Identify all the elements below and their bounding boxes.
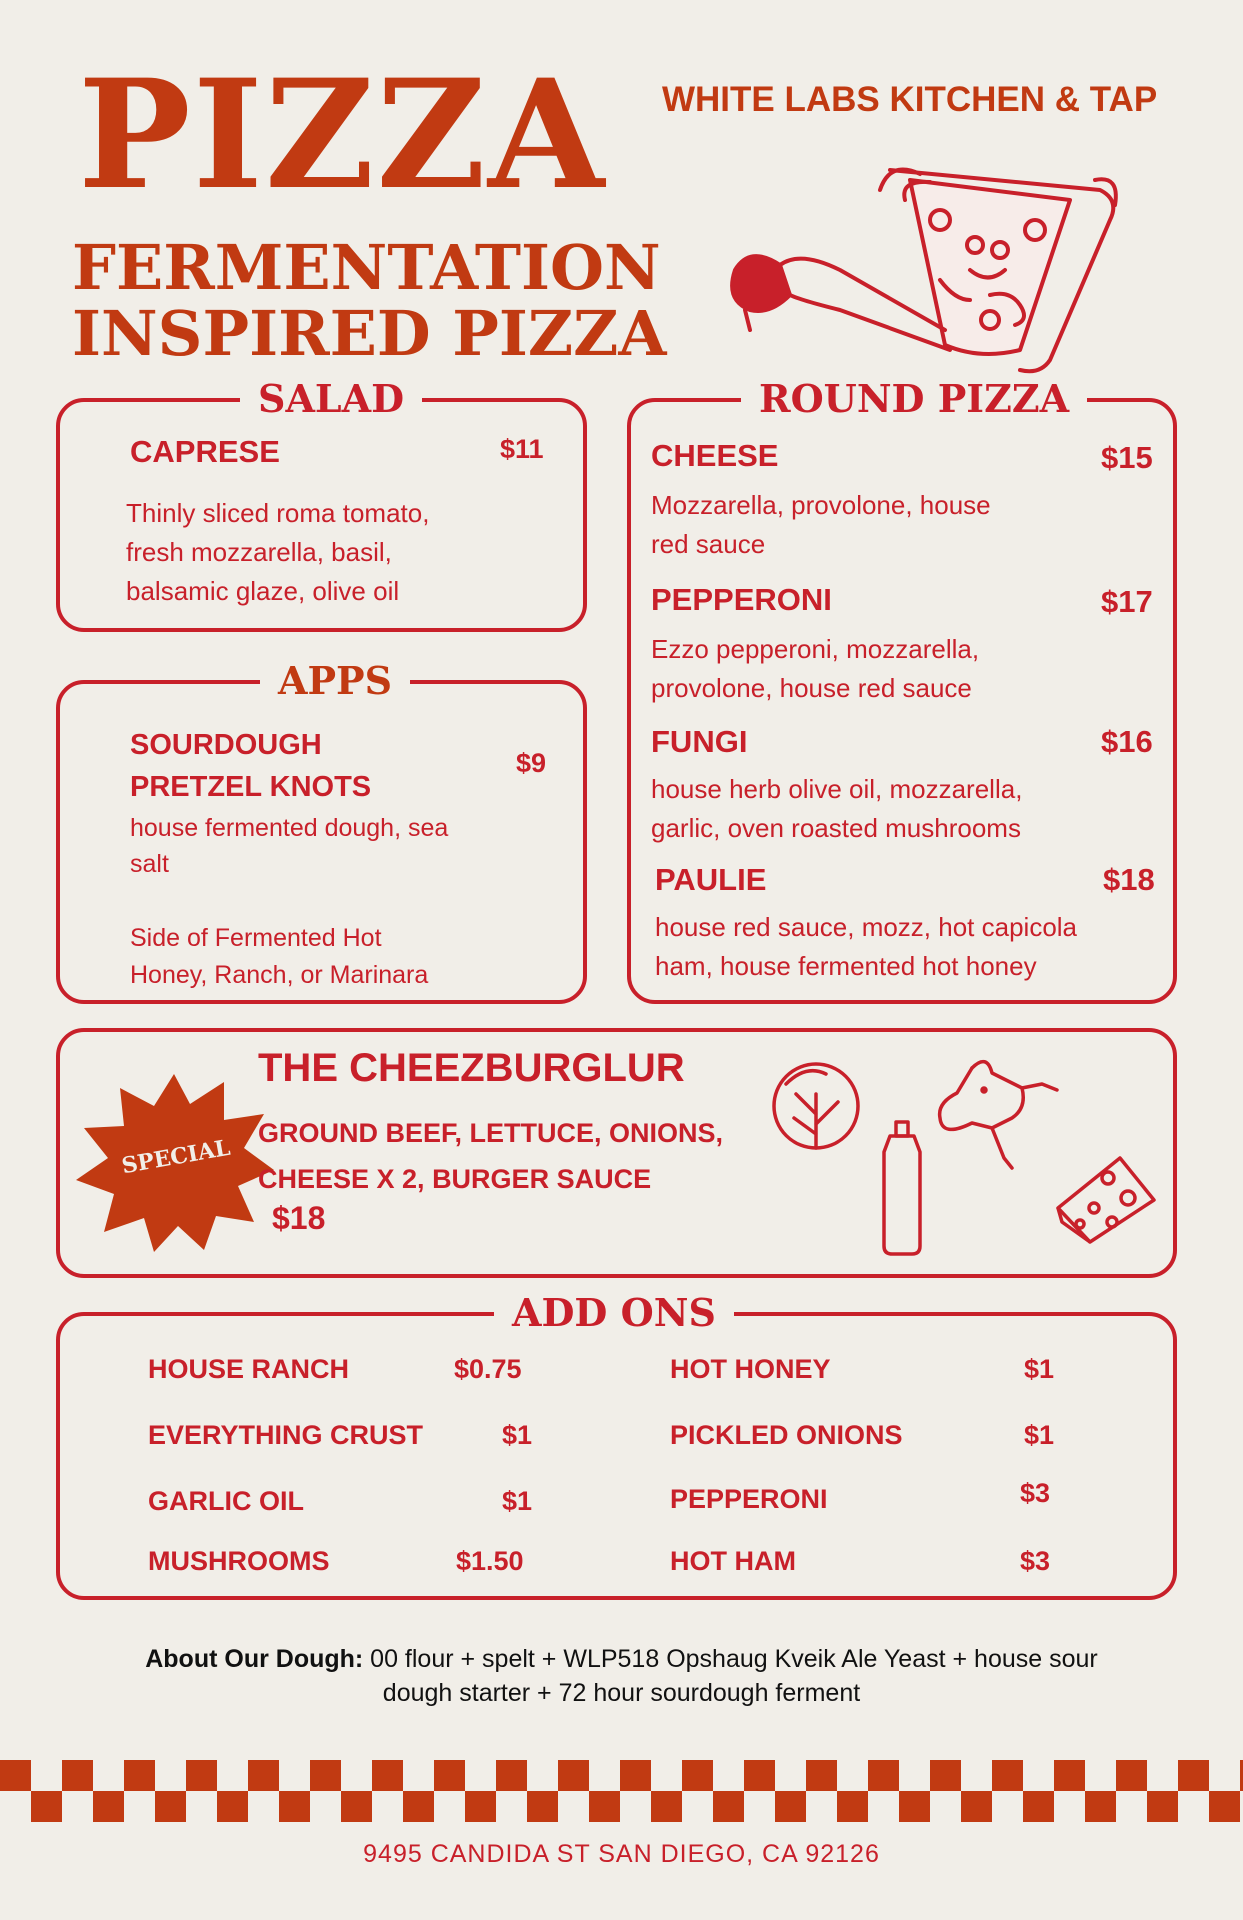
addon-price: $1: [502, 1420, 533, 1450]
checker-square: [372, 1760, 403, 1791]
checker-square: [465, 1791, 496, 1822]
checker-square: [1054, 1760, 1085, 1791]
apps-section: [56, 658, 587, 1004]
addon-price: $3: [1020, 1546, 1051, 1576]
checker-square: [868, 1760, 899, 1791]
lettuce-icon: [766, 1054, 866, 1154]
pretzel-price: $9: [516, 748, 547, 778]
pretzel-desc: [130, 810, 448, 882]
checker-square: [310, 1760, 341, 1791]
addon-price: $1: [1024, 1354, 1055, 1384]
addon-name: PEPPERONI: [670, 1484, 828, 1514]
add-ons-heading: ADD ONS: [494, 1290, 734, 1336]
checker-square: [620, 1760, 651, 1791]
pepperoni-pizza-desc-line: provolone, house red sauce: [651, 673, 972, 703]
addon-price: $3: [1020, 1478, 1051, 1508]
addon-name: PICKLED ONIONS: [670, 1420, 903, 1450]
cheese-pizza-price: $15: [1101, 440, 1153, 475]
checker-square: [124, 1760, 155, 1791]
addon-price: $1: [502, 1486, 533, 1516]
checker-square: [155, 1791, 186, 1822]
subtitle: [72, 231, 667, 370]
caprese-desc: [126, 494, 429, 611]
checker-square: [713, 1791, 744, 1822]
salad-heading: SALAD: [240, 376, 422, 422]
checkerboard-border: [0, 1760, 1243, 1822]
dough-note: [0, 1642, 1243, 1710]
pepperoni-pizza-desc-line: Ezzo pepperoni, mozzarella,: [651, 634, 980, 664]
checker-square: [434, 1760, 465, 1791]
pretzel-desc-line: house fermented dough, sea: [130, 814, 449, 842]
salad-section: [56, 376, 587, 632]
sauce-bottle-icon: [872, 1118, 932, 1258]
apps-heading: APPS: [260, 658, 410, 704]
checker-square: [248, 1760, 279, 1791]
pepperoni-pizza-price: $17: [1101, 584, 1153, 619]
checker-square: [992, 1760, 1023, 1791]
pepperoni-pizza-desc: [651, 630, 979, 708]
addon-name: HOUSE RANCH: [148, 1354, 350, 1384]
paulie-pizza-desc-line: house red sauce, mozz, hot capicola: [655, 912, 1078, 942]
checker-square: [1023, 1791, 1054, 1822]
checker-square: [341, 1791, 372, 1822]
paulie-pizza-name: PAULIE: [655, 862, 767, 897]
checker-square: [806, 1760, 837, 1791]
checker-square: [1085, 1791, 1116, 1822]
addon-name: HOT HONEY: [670, 1354, 831, 1384]
address: 9495 CANDIDA ST SAN DIEGO, CA 92126: [363, 1840, 880, 1868]
checker-square: [527, 1791, 558, 1822]
special-desc-line: GROUND BEEF, LETTUCE, ONIONS,: [258, 1118, 724, 1148]
round-pizza-heading: ROUND PIZZA: [741, 376, 1087, 422]
caprese-desc-line: fresh mozzarella, basil,: [126, 537, 392, 567]
cheese-icon: [1050, 1150, 1160, 1250]
special-section: [56, 1028, 1177, 1278]
checker-square: [589, 1791, 620, 1822]
cheese-pizza-name: CHEESE: [651, 438, 779, 473]
dough-label: About Our Dough:: [145, 1645, 364, 1673]
caprese-desc-line: Thinly sliced roma tomato,: [126, 498, 430, 528]
checker-square: [279, 1791, 310, 1822]
addon-name: HOT HAM: [670, 1546, 796, 1576]
round-pizza-section: [627, 376, 1177, 1004]
checker-square: [775, 1791, 806, 1822]
paulie-pizza-desc: [655, 908, 1077, 986]
checker-square: [930, 1760, 961, 1791]
pretzel-side: [130, 920, 428, 994]
addon-price: $0.75: [454, 1354, 522, 1384]
subtitle-line2: INSPIRED PIZZA: [72, 297, 667, 370]
pizza-mascot-icon: [690, 160, 1170, 385]
fungi-pizza-desc: [651, 770, 1022, 848]
pepperoni-pizza-name: PEPPERONI: [651, 582, 832, 617]
pretzel-side-line: Honey, Ranch, or Marinara: [130, 961, 429, 989]
fungi-pizza-desc-line: house herb olive oil, mozzarella,: [651, 774, 1023, 804]
fungi-pizza-name: FUNGI: [651, 724, 748, 759]
caprese-desc-line: balsamic glaze, olive oil: [126, 576, 400, 606]
checker-square: [0, 1760, 31, 1791]
caprese-name: CAPRESE: [130, 434, 280, 469]
special-name: THE CHEEZBURGLUR: [258, 1046, 685, 1090]
checker-square: [186, 1760, 217, 1791]
checker-square: [1209, 1791, 1240, 1822]
cheese-pizza-desc-line: red sauce: [651, 529, 766, 559]
pretzel-desc-line: salt: [130, 850, 169, 878]
cheese-pizza-desc: [651, 486, 991, 564]
checker-square: [961, 1791, 992, 1822]
checker-square: [93, 1791, 124, 1822]
addon-name: MUSHROOMS: [148, 1546, 330, 1576]
checker-square: [403, 1791, 434, 1822]
special-badge-label: SPECIAL: [119, 1134, 233, 1180]
special-desc-line: CHEESE X 2, BURGER SAUCE: [258, 1164, 652, 1194]
caprese-price: $11: [500, 434, 544, 464]
fungi-pizza-desc-line: garlic, oven roasted mushrooms: [651, 813, 1021, 843]
dough-note-line1: [0, 1642, 1243, 1676]
cheese-pizza-desc-line: Mozzarella, provolone, house: [651, 490, 991, 520]
pretzel-name-line: PRETZEL KNOTS: [130, 771, 372, 803]
checker-square: [496, 1760, 527, 1791]
pretzel-name: [130, 724, 371, 808]
checker-square: [899, 1791, 930, 1822]
special-price: $18: [272, 1200, 326, 1236]
add-ons-section: [56, 1290, 1177, 1600]
pretzel-side-line: Side of Fermented Hot: [130, 924, 382, 952]
checker-square: [651, 1791, 682, 1822]
addon-price: $1.50: [456, 1546, 524, 1576]
pretzel-name-line: SOURDOUGH: [130, 729, 322, 761]
addon-name: GARLIC OIL: [148, 1486, 304, 1516]
paulie-pizza-price: $18: [1103, 862, 1155, 897]
checker-square: [62, 1760, 93, 1791]
dough-text-part1: 00 flour + spelt + WLP518 Opshaug Kveik Ale Yeast + house sour: [363, 1645, 1098, 1673]
fungi-pizza-price: $16: [1101, 724, 1153, 759]
checker-square: [217, 1791, 248, 1822]
page-title: PIZZA: [78, 47, 607, 223]
paulie-pizza-desc-line: ham, house fermented hot honey: [655, 951, 1037, 981]
checker-square: [558, 1760, 589, 1791]
addon-name: EVERYTHING CRUST: [148, 1420, 424, 1450]
checker-square: [682, 1760, 713, 1791]
subtitle-line1: FERMENTATION: [72, 231, 661, 304]
checker-square: [1178, 1760, 1209, 1791]
checker-square: [1116, 1760, 1147, 1791]
checker-square: [837, 1791, 868, 1822]
checker-square: [744, 1760, 775, 1791]
checker-square: [31, 1791, 62, 1822]
special-desc: [258, 1110, 723, 1202]
restaurant-name: WHITE LABS KITCHEN & TAP: [662, 80, 1158, 119]
dough-note-line2: dough starter + 72 hour sourdough ferment: [382, 1679, 861, 1707]
checker-square: [1147, 1791, 1178, 1822]
addon-price: $1: [1024, 1420, 1055, 1450]
